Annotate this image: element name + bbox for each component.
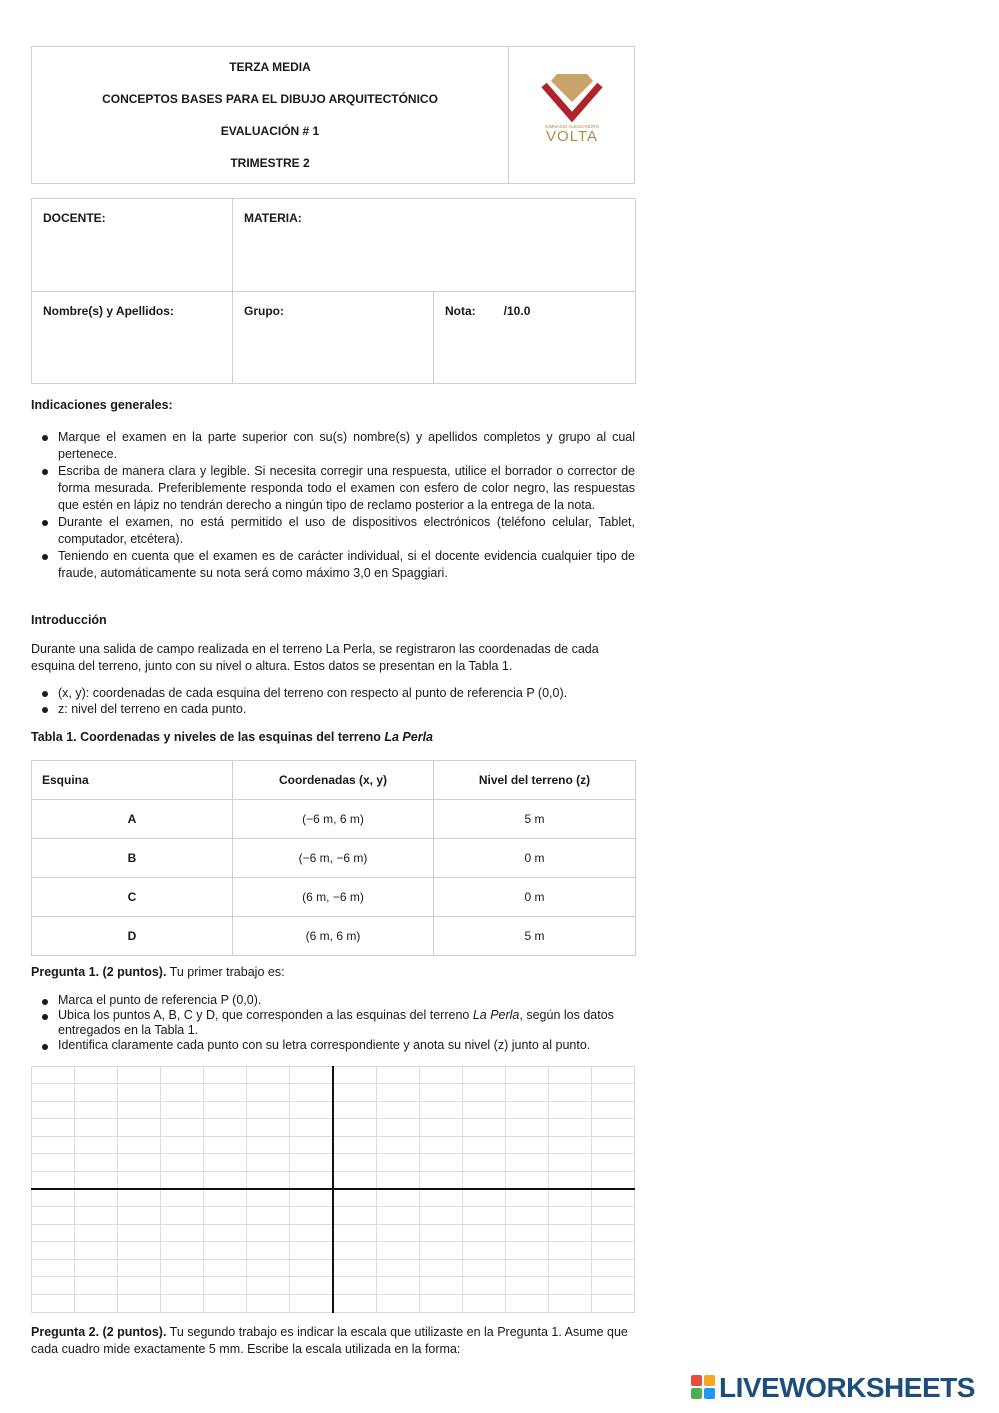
intro-list — [31, 685, 635, 717]
grupo-label: Grupo: — [244, 303, 284, 318]
header-evaluation: EVALUACIÓN # 1 — [220, 124, 320, 138]
docente-field[interactable] — [32, 199, 233, 292]
list-item: Marca el punto de referencia P (0,0). — [31, 993, 635, 1008]
corner-cell: B — [32, 839, 233, 878]
level-cell: 5 m — [434, 800, 636, 839]
liveworksheets-logo[interactable] — [691, 1373, 991, 1403]
nota-total: /10.0 — [503, 303, 531, 318]
school-logo — [509, 47, 634, 183]
level-cell: 5 m — [434, 917, 636, 956]
coordinate-cell: (−6 m, −6 m) — [233, 839, 434, 878]
question-2-label: Pregunta 2. (2 puntos). — [31, 1325, 167, 1339]
level-cell: 0 m — [434, 878, 636, 917]
list-item: Durante el examen, no está permitido el uso de dispositivos electrónicos (teléfono celular, Tablet, computador, etcétera). — [31, 514, 635, 548]
column-header: Esquina — [32, 761, 233, 800]
table-caption-text: Tabla 1. Coordenadas y niveles de las esquinas del terreno — [31, 730, 385, 744]
list-item: (x, y): coordenadas de cada esquina del terreno con respecto al punto de referencia P (0,0). — [31, 685, 635, 701]
header-titles — [32, 47, 509, 183]
question-1-label: Pregunta 1. (2 puntos). — [31, 965, 167, 979]
corner-cell: C — [32, 878, 233, 917]
grupo-field[interactable] — [233, 291, 434, 384]
header-subject: CONCEPTOS BASES PARA EL DIBUJO ARQUITECTÓNICO — [102, 92, 438, 106]
coordinate-cell: (−6 m, 6 m) — [233, 800, 434, 839]
materia-field[interactable] — [233, 199, 636, 292]
student-info-table — [31, 198, 636, 384]
header-term: TRIMESTRE 2 — [230, 156, 310, 170]
level-cell: 0 m — [434, 839, 636, 878]
table-row — [32, 917, 636, 956]
indicaciones-list — [31, 429, 635, 582]
question-1-text: Tu primer trabajo es: — [166, 965, 285, 979]
coordinate-cell: (6 m, 6 m) — [233, 917, 434, 956]
table-row — [32, 878, 636, 917]
indicaciones-title: Indicaciones generales: — [31, 398, 173, 412]
table-caption-italic: La Perla — [384, 730, 434, 744]
q1-item2-italic: La Perla — [472, 1008, 520, 1022]
liveworksheets-icon — [691, 1375, 717, 1405]
exam-header — [31, 46, 635, 184]
logo-subtitle: GIMNASIO ALESSANDRO — [544, 124, 600, 129]
question-1-list — [31, 993, 635, 1053]
list-item: Teniendo en cuenta que el examen es de carácter individual, si el docente evidencia cualquier tipo de fraude, automáticamente su nota será como máximo 3,0 en Spaggiari. — [31, 548, 635, 582]
list-item: Marque el examen en la parte superior con su(s) nombre(s) y apellidos completos y grupo al cual pertenece. — [31, 429, 635, 463]
coordinates-table — [31, 760, 636, 956]
column-header: Nivel del terreno (z) — [434, 761, 636, 800]
intro-text: Durante una salida de campo realizada en el terreno La Perla, se registraron las coordenadas de cada esquina del terreno, junto con su nivel o altura. Estos datos se presentan en la Tabla 1. — [31, 642, 599, 673]
cartesian-grid[interactable] — [31, 1066, 635, 1313]
nota-label: Nota: — [445, 303, 476, 318]
nombre-label: Nombre(s) y Apellidos: — [43, 303, 174, 318]
q1-item2-text: Ubica los puntos A, B, C y D, que corresponden a las esquinas del terreno — [58, 1008, 473, 1022]
table-caption — [31, 729, 635, 746]
nombre-field[interactable] — [32, 291, 233, 384]
question-1 — [31, 964, 635, 981]
table-row — [32, 800, 636, 839]
header-level: TERZA MEDIA — [229, 60, 311, 74]
corner-cell: D — [32, 917, 233, 956]
list-item: Identifica claramente cada punto con su letra correspondiente y anota su nivel (z) junto al punto. — [31, 1038, 635, 1053]
logo-name: VOLTA — [546, 128, 598, 145]
docente-label: DOCENTE: — [43, 211, 106, 225]
list-item — [31, 1008, 635, 1038]
q1-item2-end: , según los datos entregados en la Tabla 1. — [58, 1008, 614, 1037]
question-2-text: Tu segundo trabajo es indicar la escala que utilizaste en la Pregunta 1. Asume que cada cuadro mide exactamente 5 mm. Escribe la escala utilizada en la forma: — [31, 1325, 628, 1356]
materia-label: MATERIA: — [244, 211, 302, 225]
corner-cell: A — [32, 800, 233, 839]
intro-title: Introducción — [31, 613, 107, 627]
question-2 — [31, 1324, 635, 1358]
list-item: Escriba de manera clara y legible. Si necesita corregir una respuesta, utilice el borrador o corrector de forma mesurada. Preferiblemente responda todo el examen con esfero de color negro, las respuestas que estén en lápiz no tendrán derecho a ningún tipo de reclamo posterior a la entrega de la nota. — [31, 463, 635, 514]
liveworksheets-text: LIVEWORKSHEETS — [719, 1372, 975, 1403]
table-row — [32, 839, 636, 878]
nota-field[interactable] — [434, 291, 636, 384]
list-item: z: nivel del terreno en cada punto. — [31, 701, 635, 717]
column-header: Coordenadas (x, y) — [233, 761, 434, 800]
coordinate-cell: (6 m, −6 m) — [233, 878, 434, 917]
